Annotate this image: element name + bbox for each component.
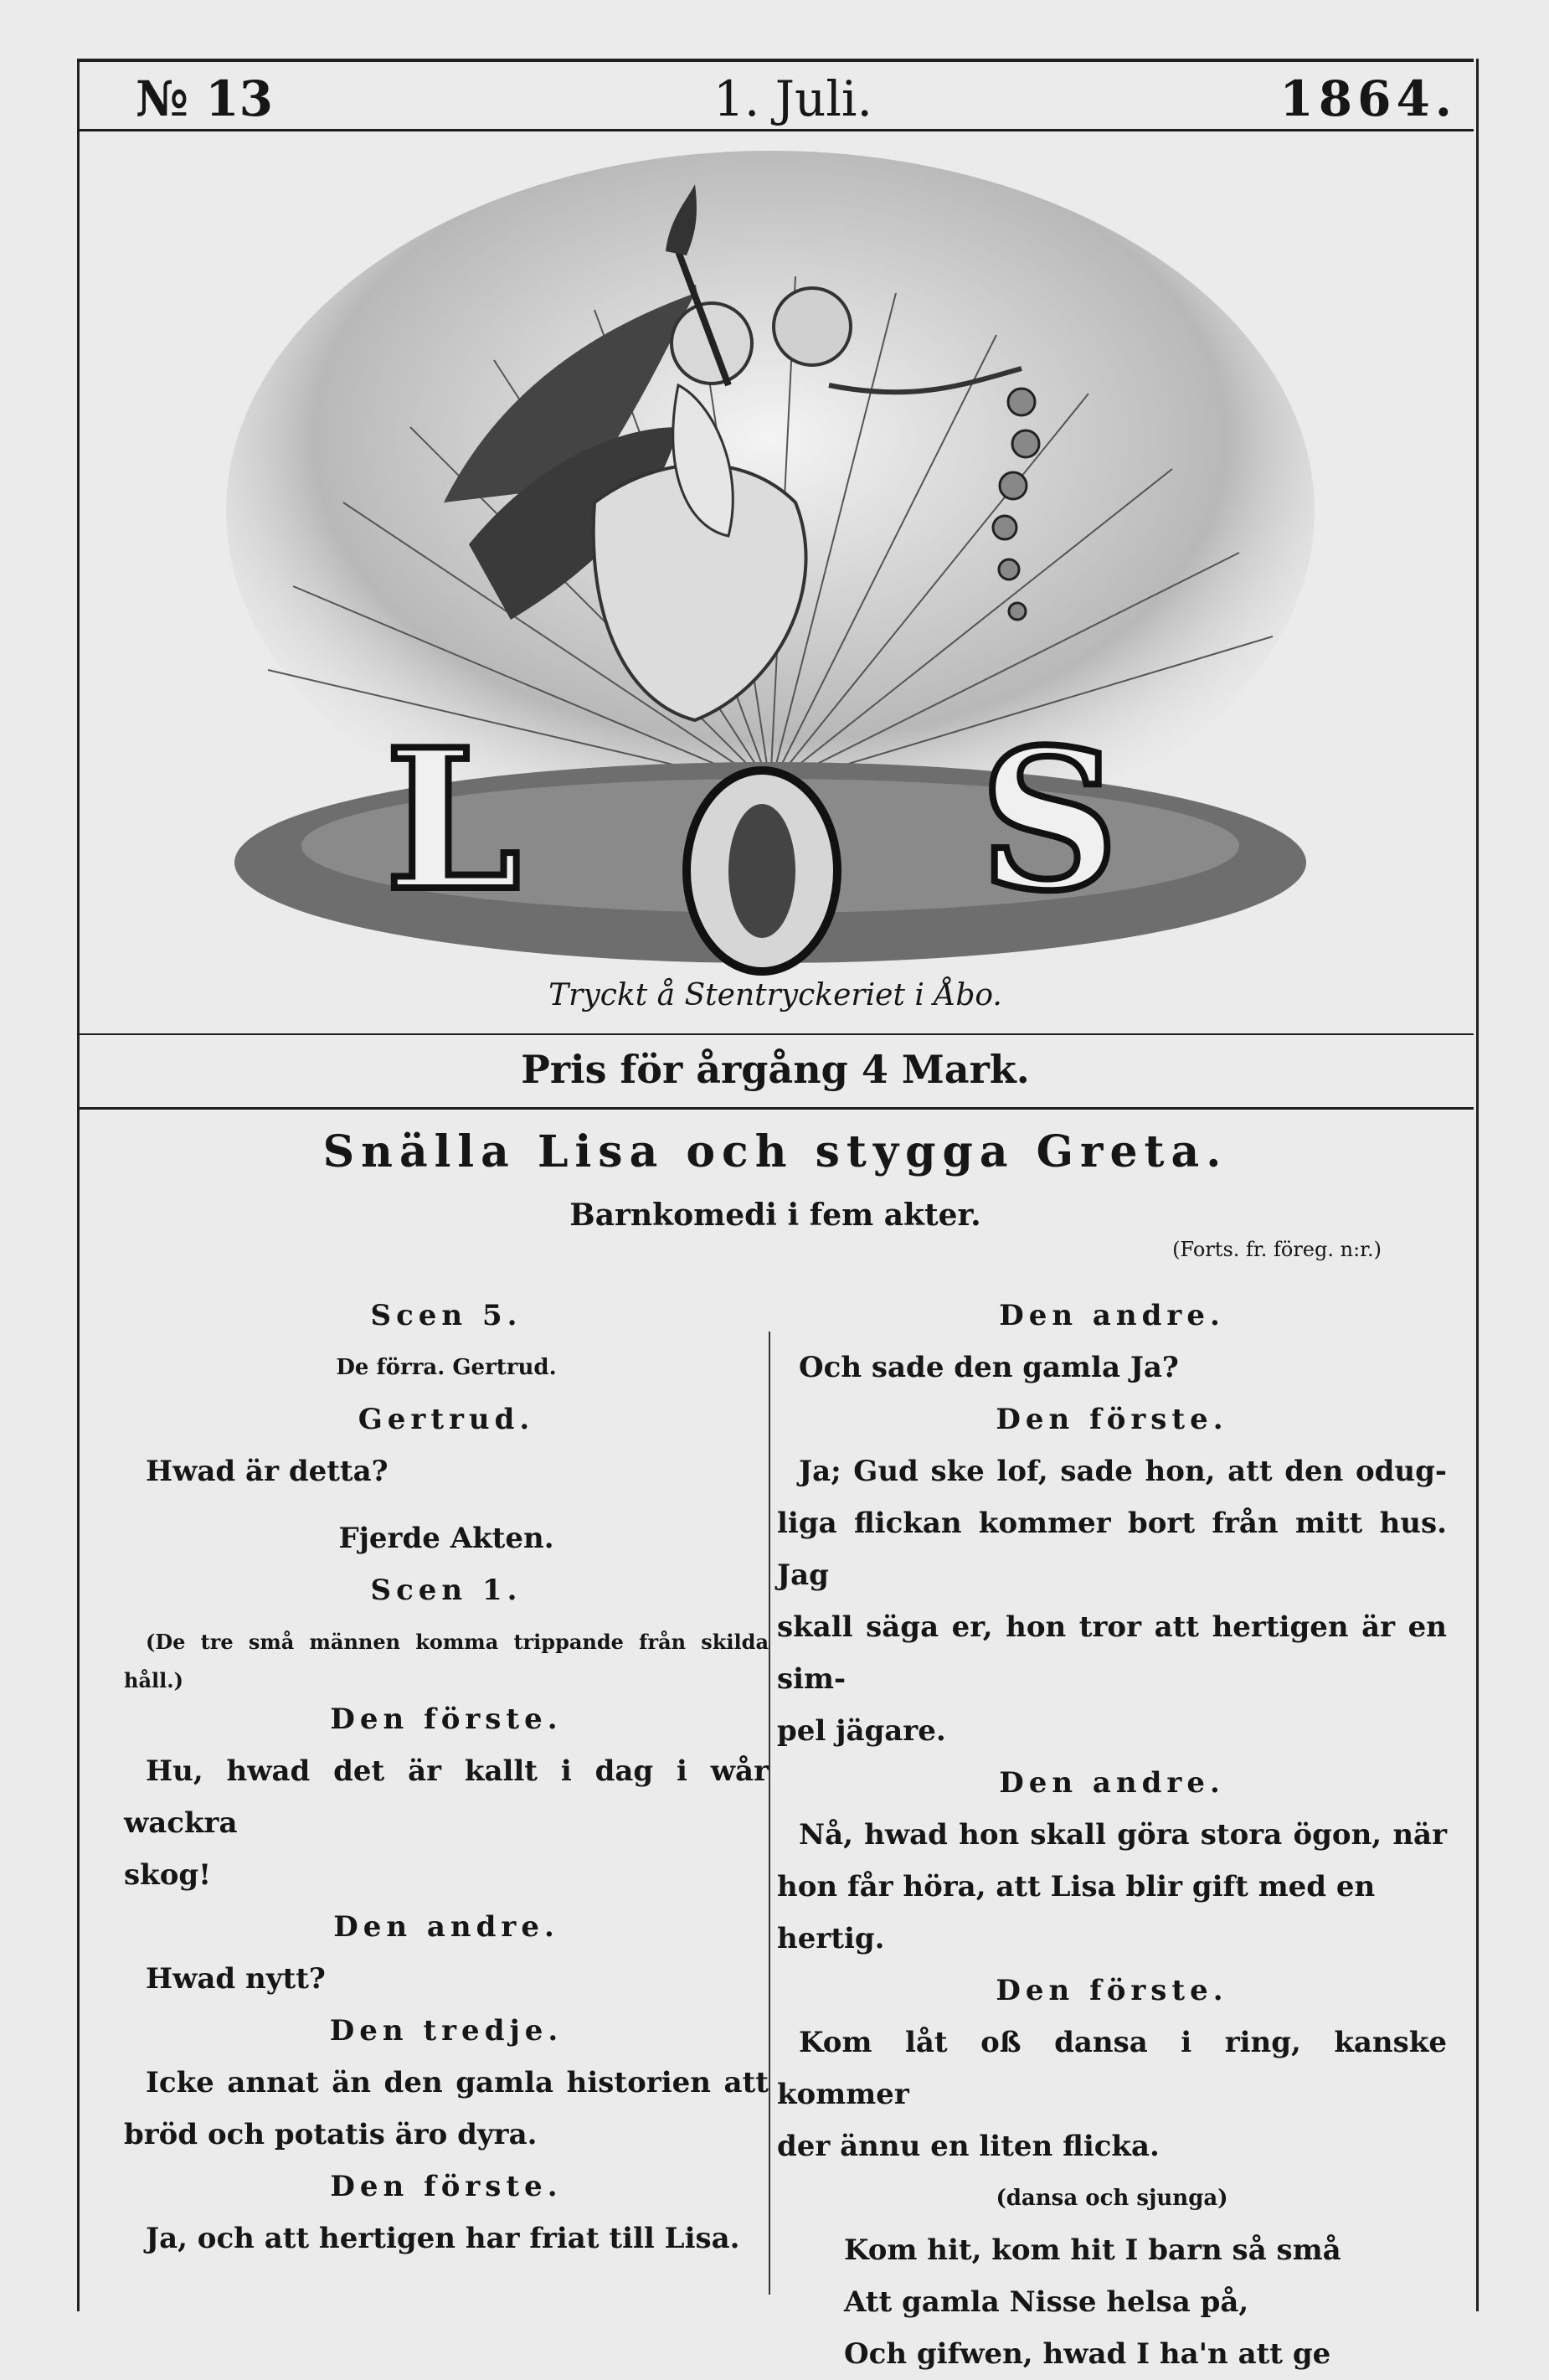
imprint-rule <box>77 1033 1474 1035</box>
scene-heading: Scen 1. <box>370 1574 522 1607</box>
dialogue-line: Ja; Gud ske lof, sade hon, att den odug- <box>799 1455 1447 1488</box>
issue-date: 1. Juli. <box>713 70 872 127</box>
dialogue-line: skall säga er, hon tror att hertigen är en sim- <box>777 1610 1447 1696</box>
speaker-name: Den tredje. <box>329 2014 564 2048</box>
song-verse-line: Att gamla Nisse helsa på, <box>844 2285 1249 2319</box>
speaker-name: Den förste. <box>330 1703 563 1736</box>
speaker-name: Den andre. <box>999 1766 1225 1800</box>
song-verse-line: Kom hit, kom hit I barn så små <box>844 2233 1341 2267</box>
dialogue-line: bröd och potatis äro dyra. <box>124 2118 538 2151</box>
scene-heading: Scen 5. <box>370 1299 522 1332</box>
dialogue-line: Hu, hwad det är kallt i dag i wår wackra <box>124 1754 769 1840</box>
issue-year: 1864. <box>1279 70 1457 127</box>
article-title: Snälla Lisa och stygga Greta. <box>322 1126 1228 1177</box>
dialogue-line: Och sade den gamla Ja? <box>799 1351 1179 1384</box>
stage-direction: De förra. Gertrud. <box>336 1355 557 1380</box>
issue-number: № 13 <box>136 70 273 127</box>
dialogue-line: Hwad är detta? <box>146 1455 389 1488</box>
left-column <box>124 1290 769 2264</box>
speaker-name: Gertrud. <box>358 1403 535 1436</box>
speaker-name: Den förste. <box>996 1974 1228 2007</box>
right-column <box>777 1290 1447 2380</box>
dialogue-line: der ännu en liten flicka. <box>777 2130 1160 2163</box>
article-subtitle: Barnkomedi i fem akter. <box>569 1198 981 1233</box>
svg-text:S: S <box>980 708 1119 934</box>
act-heading: Fjerde Akten. <box>338 1522 554 1555</box>
speaker-name: Den andre. <box>333 1910 559 1944</box>
masthead <box>77 60 1474 129</box>
subscription-price: Pris för årgång 4 Mark. <box>521 1047 1030 1092</box>
speaker-name: Den andre. <box>999 1299 1225 1332</box>
dialogue-line: hon får höra, att Lisa blir gift med en hertig. <box>777 1870 1376 1955</box>
stage-direction: håll.) <box>124 1668 183 1692</box>
imprint-line: Tryckt å Stentryckeriet i Åbo. <box>548 978 1002 1012</box>
price-rule <box>77 1107 1474 1110</box>
song-verse-line: Och gifwen, hwad I ha'n att ge <box>844 2337 1331 2371</box>
speaker-name: Den förste. <box>330 2170 563 2203</box>
dialogue-line: skog! <box>124 1858 212 1892</box>
stage-direction: (De tre små männen komma trippande från skilda <box>146 1630 769 1654</box>
masthead-bottom-rule <box>77 129 1474 131</box>
svg-text:L: L <box>385 708 521 934</box>
dialogue-line: pel jägare. <box>777 1714 946 1748</box>
dialogue-line: liga flickan kommer bort från mitt hus. Jag <box>777 1507 1447 1592</box>
dialogue-line: Icke annat än den gamla historien att <box>146 2066 769 2099</box>
continued-note: (Forts. fr. föreg. n:r.) <box>1172 1238 1382 1261</box>
dialogue-line: Ja, och att hertigen har friat till Lisa. <box>146 2222 740 2255</box>
speaker-name: Den förste. <box>996 1403 1228 1436</box>
column-divider <box>769 1332 770 2295</box>
dialogue-line: Nå, hwad hon skall göra stora ögon, när <box>799 1818 1447 1852</box>
dialogue-line: Kom låt oß dansa i ring, kanske kommer <box>777 2026 1447 2111</box>
angel-vignette-image <box>193 151 1356 988</box>
dialogue-line: Hwad nytt? <box>146 1962 326 1996</box>
stage-direction: (dansa och sjunga) <box>996 2186 1228 2211</box>
